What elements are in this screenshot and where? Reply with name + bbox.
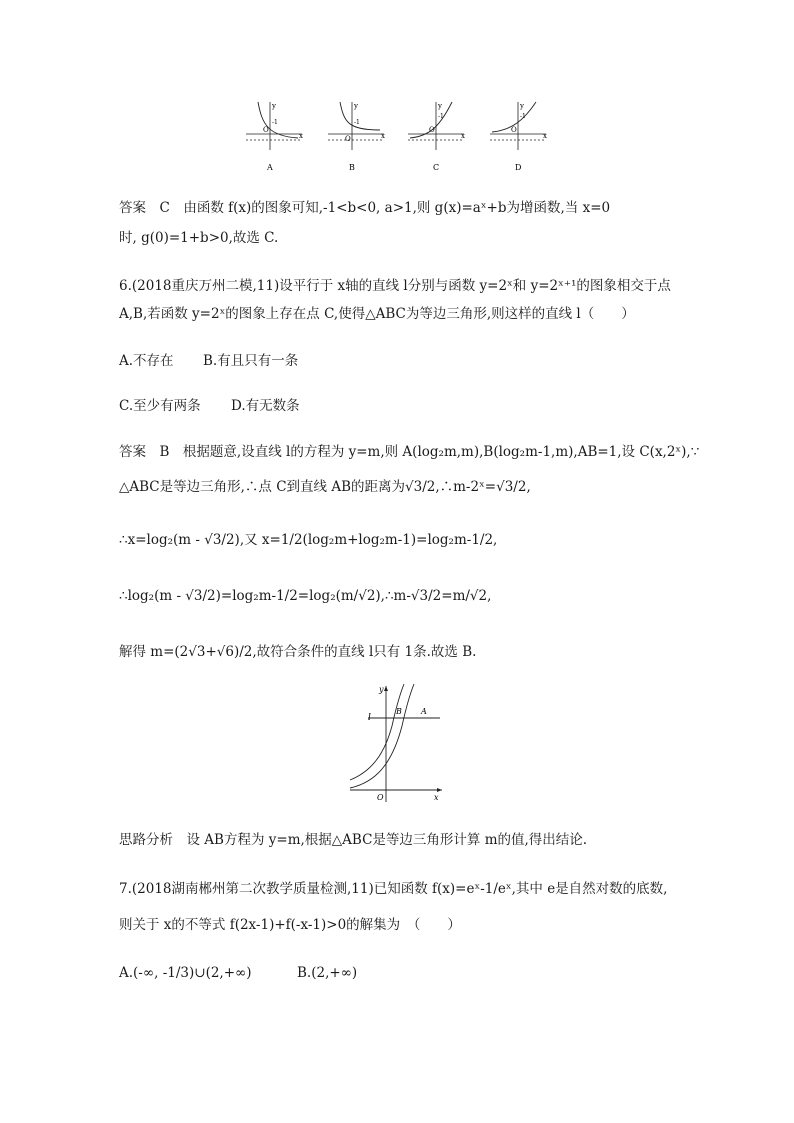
graph-d-origin: O (511, 126, 517, 134)
answer6-line3: ∴x=log₂(m - √3/2),又 x=1/2(log₂m+log₂m-1)=log₂m-1/2, (119, 532, 498, 548)
q7-line2: 则关于 x的不等式 f(2x-1)+f(-x-1)>0的解集为 （ ） (119, 917, 461, 933)
fig6-line-label: l (368, 713, 371, 723)
fig6-origin: O (377, 793, 384, 802)
q6-option-d: D.有无数条 (231, 398, 300, 414)
graph-a (246, 102, 303, 150)
graph-d (490, 102, 547, 150)
answer5-line1: 答案 C 由函数 f(x)的图象可知,-1<b<0, a>1,则 g(x)=aˣ+b为增函数,当 x=0 (119, 200, 611, 216)
q6-line2: A,B,若函数 y=2ˣ的图象上存在点 C,使得△ABC为等边三角形,则这样的直线 l（ ） (119, 306, 635, 322)
graph-b (328, 102, 385, 150)
fig6-point-b: B (396, 707, 402, 716)
graph-c-tick: -1 (438, 113, 444, 120)
option-graphs (240, 96, 560, 176)
graph-d-y: y (520, 102, 524, 110)
q6-option-b: B.有且只有一条 (203, 353, 299, 369)
graph-b-y: y (354, 102, 358, 110)
q6-option-c: C.至少有两条 (119, 398, 201, 414)
graph-label-b: B (349, 163, 355, 172)
graph-a-origin: O (263, 126, 269, 134)
answer6-line4: ∴log₂(m - √3/2)=log₂m-1/2=log₂(m/√2),∴m-√3/2=m/√2, (119, 588, 492, 604)
figure-q6 (346, 680, 446, 804)
answer6-line2: △ABC是等边三角形,∴点 C到直线 AB的距离为√3/2,∴m-2ˣ=√3/2, (119, 479, 531, 495)
q6-option-a: A.不存在 (119, 353, 174, 369)
q6-line1: 6.(2018重庆万州二模,11)设平行于 x轴的直线 l分别与函数 y=2ˣ和 y=2ˣ⁺¹的图象相交于点 (119, 278, 671, 294)
graph-d-tick: -1 (520, 113, 526, 120)
graph-c-origin: O (429, 126, 435, 134)
q7-line1: 7.(2018湖南郴州第二次教学质量检测,11)已知函数 f(x)=eˣ-1/eˣ,其中 e是自然对数的底数, (119, 881, 668, 897)
graph-d-x: x (543, 132, 547, 140)
graph-a-tick: -1 (272, 119, 278, 126)
graph-c-y: y (438, 102, 442, 110)
answer6-line5: 解得 m=(2√3+√6)/2,故符合条件的直线 l只有 1条.故选 B. (119, 644, 477, 660)
graph-b-origin: O (345, 135, 351, 143)
graph-a-x: x (299, 132, 303, 140)
graph-c (408, 102, 465, 150)
q7-option-b: B.(2,+∞) (297, 965, 358, 981)
graph-c-x: x (461, 132, 465, 140)
fig6-x-label: x (434, 793, 439, 802)
graph-label-c: C (433, 163, 440, 172)
fig6-point-a: A (421, 707, 427, 716)
fig6-y-label: y (379, 685, 384, 694)
graph-label-a: A (267, 163, 273, 172)
analysis-line: 思路分析 设 AB方程为 y=m,根据△ABC是等边三角形计算 m的值,得出结论. (119, 832, 588, 848)
graph-label-d: D (515, 163, 522, 172)
graph-a-y: y (272, 102, 276, 110)
graph-b-x: x (381, 132, 385, 140)
answer6-line1: 答案 B 根据题意,设直线 l的方程为 y=m,则 A(log₂m,m),B(log₂m-1,m),AB=1,设 C(x,2ˣ),∵ (119, 444, 700, 460)
graph-b-tick: -1 (354, 119, 360, 126)
q7-option-a: A.(-∞, -1/3)∪(2,+∞) (119, 965, 252, 981)
answer5-line2: 时, g(0)=1+b>0,故选 C. (119, 230, 279, 246)
